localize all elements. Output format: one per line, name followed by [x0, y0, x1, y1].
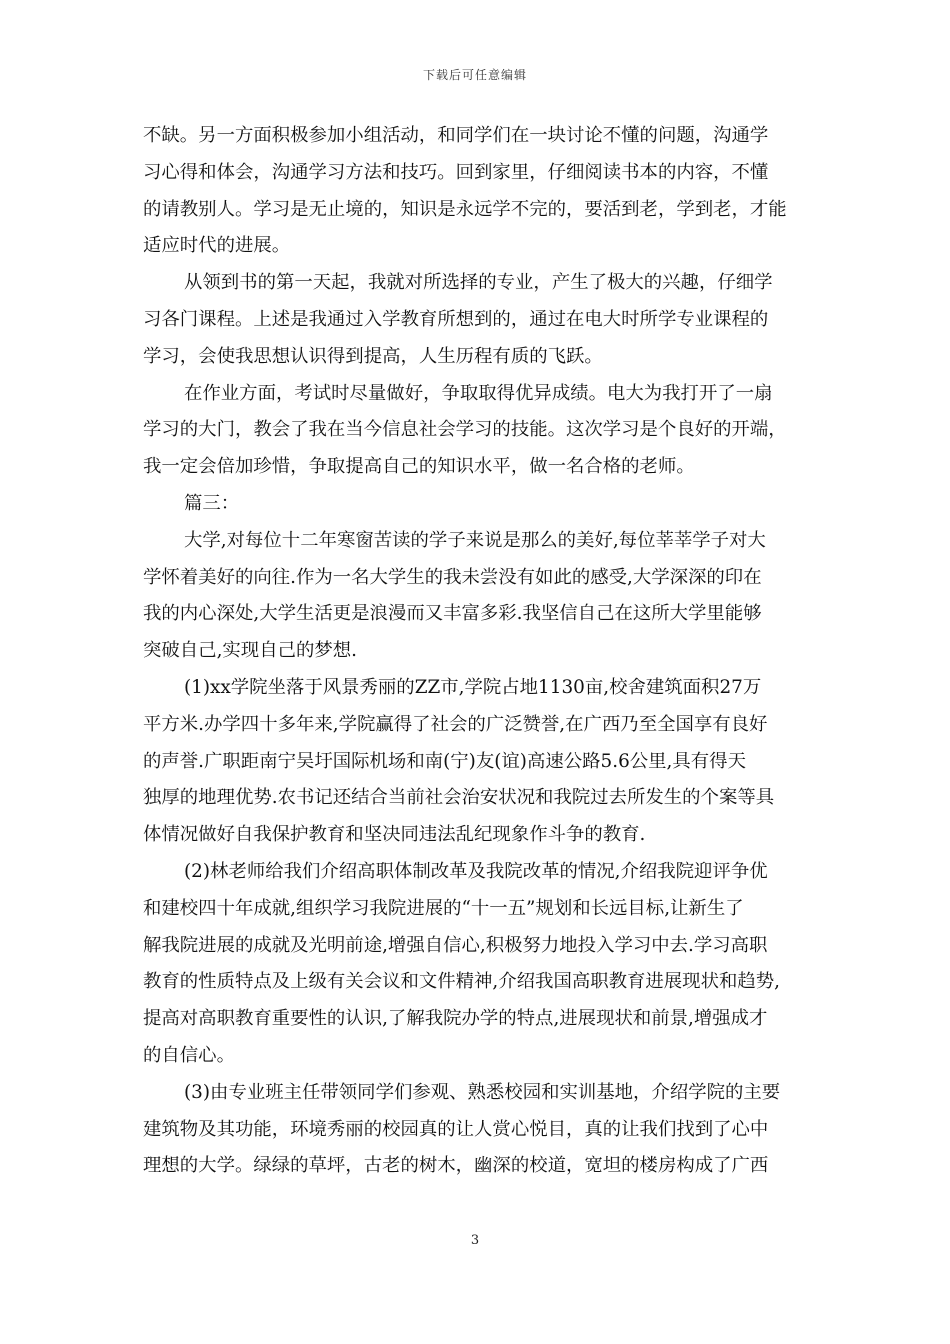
paragraph-line: 我的内心深处,大学生活更是浪漫而又丰富多彩.我坚信自己在这所大学里能够 — [143, 603, 762, 625]
section-heading — [143, 486, 809, 523]
page-number: 3 — [470, 1233, 480, 1248]
paragraph-line: 在作业方面，考试时尽量做好，争取取得优异成绩。电大为我打开了一扇 — [184, 382, 773, 404]
paragraph-line: 适应时代的进展。 — [143, 235, 291, 257]
paragraph-4 — [143, 523, 809, 670]
paragraph-line: 学习，会使我思想认识得到提高，人生历程有质的飞跃。 — [143, 345, 603, 367]
paragraph-line: 平方米.办学四十多年来,学院赢得了社会的广泛赞誉,在广西乃至全国享有良好 — [143, 713, 768, 735]
paragraph-1 — [143, 118, 809, 265]
paragraph-line: 提高对高职教育重要性的认识,了解我院办学的特点,进展现状和前景,增强成才 — [143, 1008, 768, 1030]
paragraph-line: 的声誉.广职距南宁吴圩国际机场和南(宁)友(谊)高速公路5.6公里,具有得天 — [143, 750, 746, 772]
paragraph-line: (3)由专业班主任带领同学们参观、熟悉校园和实训基地，介绍学院的主要 — [184, 1081, 781, 1103]
paragraph-line: 我一定会倍加珍惜，争取提高自己的知识水平，做一名合格的老师。 — [143, 456, 695, 478]
paragraph-6 — [143, 854, 809, 1075]
paragraph-5 — [143, 670, 809, 854]
paragraph-line: 的自信心。 — [143, 1044, 235, 1066]
paragraph-line: 独厚的地理优势.农书记还结合当前社会治安状况和我院过去所发生的个案等具 — [143, 787, 775, 809]
paragraph-line: 习心得和体会，沟通学习方法和技巧。回到家里，仔细阅读书本的内容，不懂 — [143, 161, 769, 183]
paragraph-line: 学习的大门，教会了我在当今信息社会学习的技能。这次学习是个良好的开端， — [143, 419, 787, 441]
paragraph-line: 解我院进展的成就及光明前途,增强自信心,积极努力地投入学习中去.学习高职 — [143, 934, 768, 956]
document-body — [143, 118, 809, 1185]
paragraph-3 — [143, 376, 809, 486]
paragraph-line: 的请教别人。学习是无止境的，知识是永远学不完的，要活到老，学到老，才能 — [143, 198, 787, 220]
paragraph-2 — [143, 265, 809, 375]
paragraph-line: 不缺。另一方面积极参加小组活动，和同学们在一块讨论不懂的问题，沟通学 — [143, 125, 769, 146]
page-header: 下载后可任意编辑 — [422, 68, 527, 82]
paragraph-7 — [143, 1075, 809, 1185]
paragraph-line: 体情况做好自我保护教育和坚决同违法乱纪现象作斗争的教育. — [143, 824, 646, 846]
paragraph-line: 篇三： — [184, 492, 240, 514]
paragraph-line: 从领到书的第一天起，我就对所选择的专业，产生了极大的兴趣，仔细学 — [184, 272, 773, 294]
paragraph-line: (2)林老师给我们介绍高职体制改革及我院改革的情况,介绍我院迎评争优 — [184, 860, 768, 882]
paragraph-line: 教育的性质特点及上级有关会议和文件精神,介绍我国高职教育进展现状和趋势, — [143, 971, 780, 993]
paragraph-line: 习各门课程。上述是我通过入学教育所想到的，通过在电大时所学专业课程的 — [143, 308, 769, 330]
paragraph-line: 学怀着美好的向往.作为一名大学生的我未尝没有如此的感受,大学深深的印在 — [143, 566, 762, 588]
paragraph-line: 和建校四十年成就,组织学习我院进展的“十一五”规划和长远目标,让新生了 — [143, 897, 744, 919]
paragraph-line: 理想的大学。绿绿的草坪，古老的树木，幽深的校道，宽坦的楼房构成了广西 — [143, 1155, 769, 1177]
paragraph-line: 大学,对每位十二年寒窗苦读的学子来说是那么的美好,每位莘莘学子对大 — [184, 529, 766, 551]
paragraph-line: 突破自己,实现自己的梦想. — [143, 640, 357, 662]
paragraph-line: (1)xx学院坐落于风景秀丽的ZZ市,学院占地1130亩,校舍建筑面积27万 — [184, 676, 762, 698]
paragraph-line: 建筑物及其功能，环境秀丽的校园真的让人赏心悦目，真的让我们找到了心中 — [143, 1118, 769, 1140]
